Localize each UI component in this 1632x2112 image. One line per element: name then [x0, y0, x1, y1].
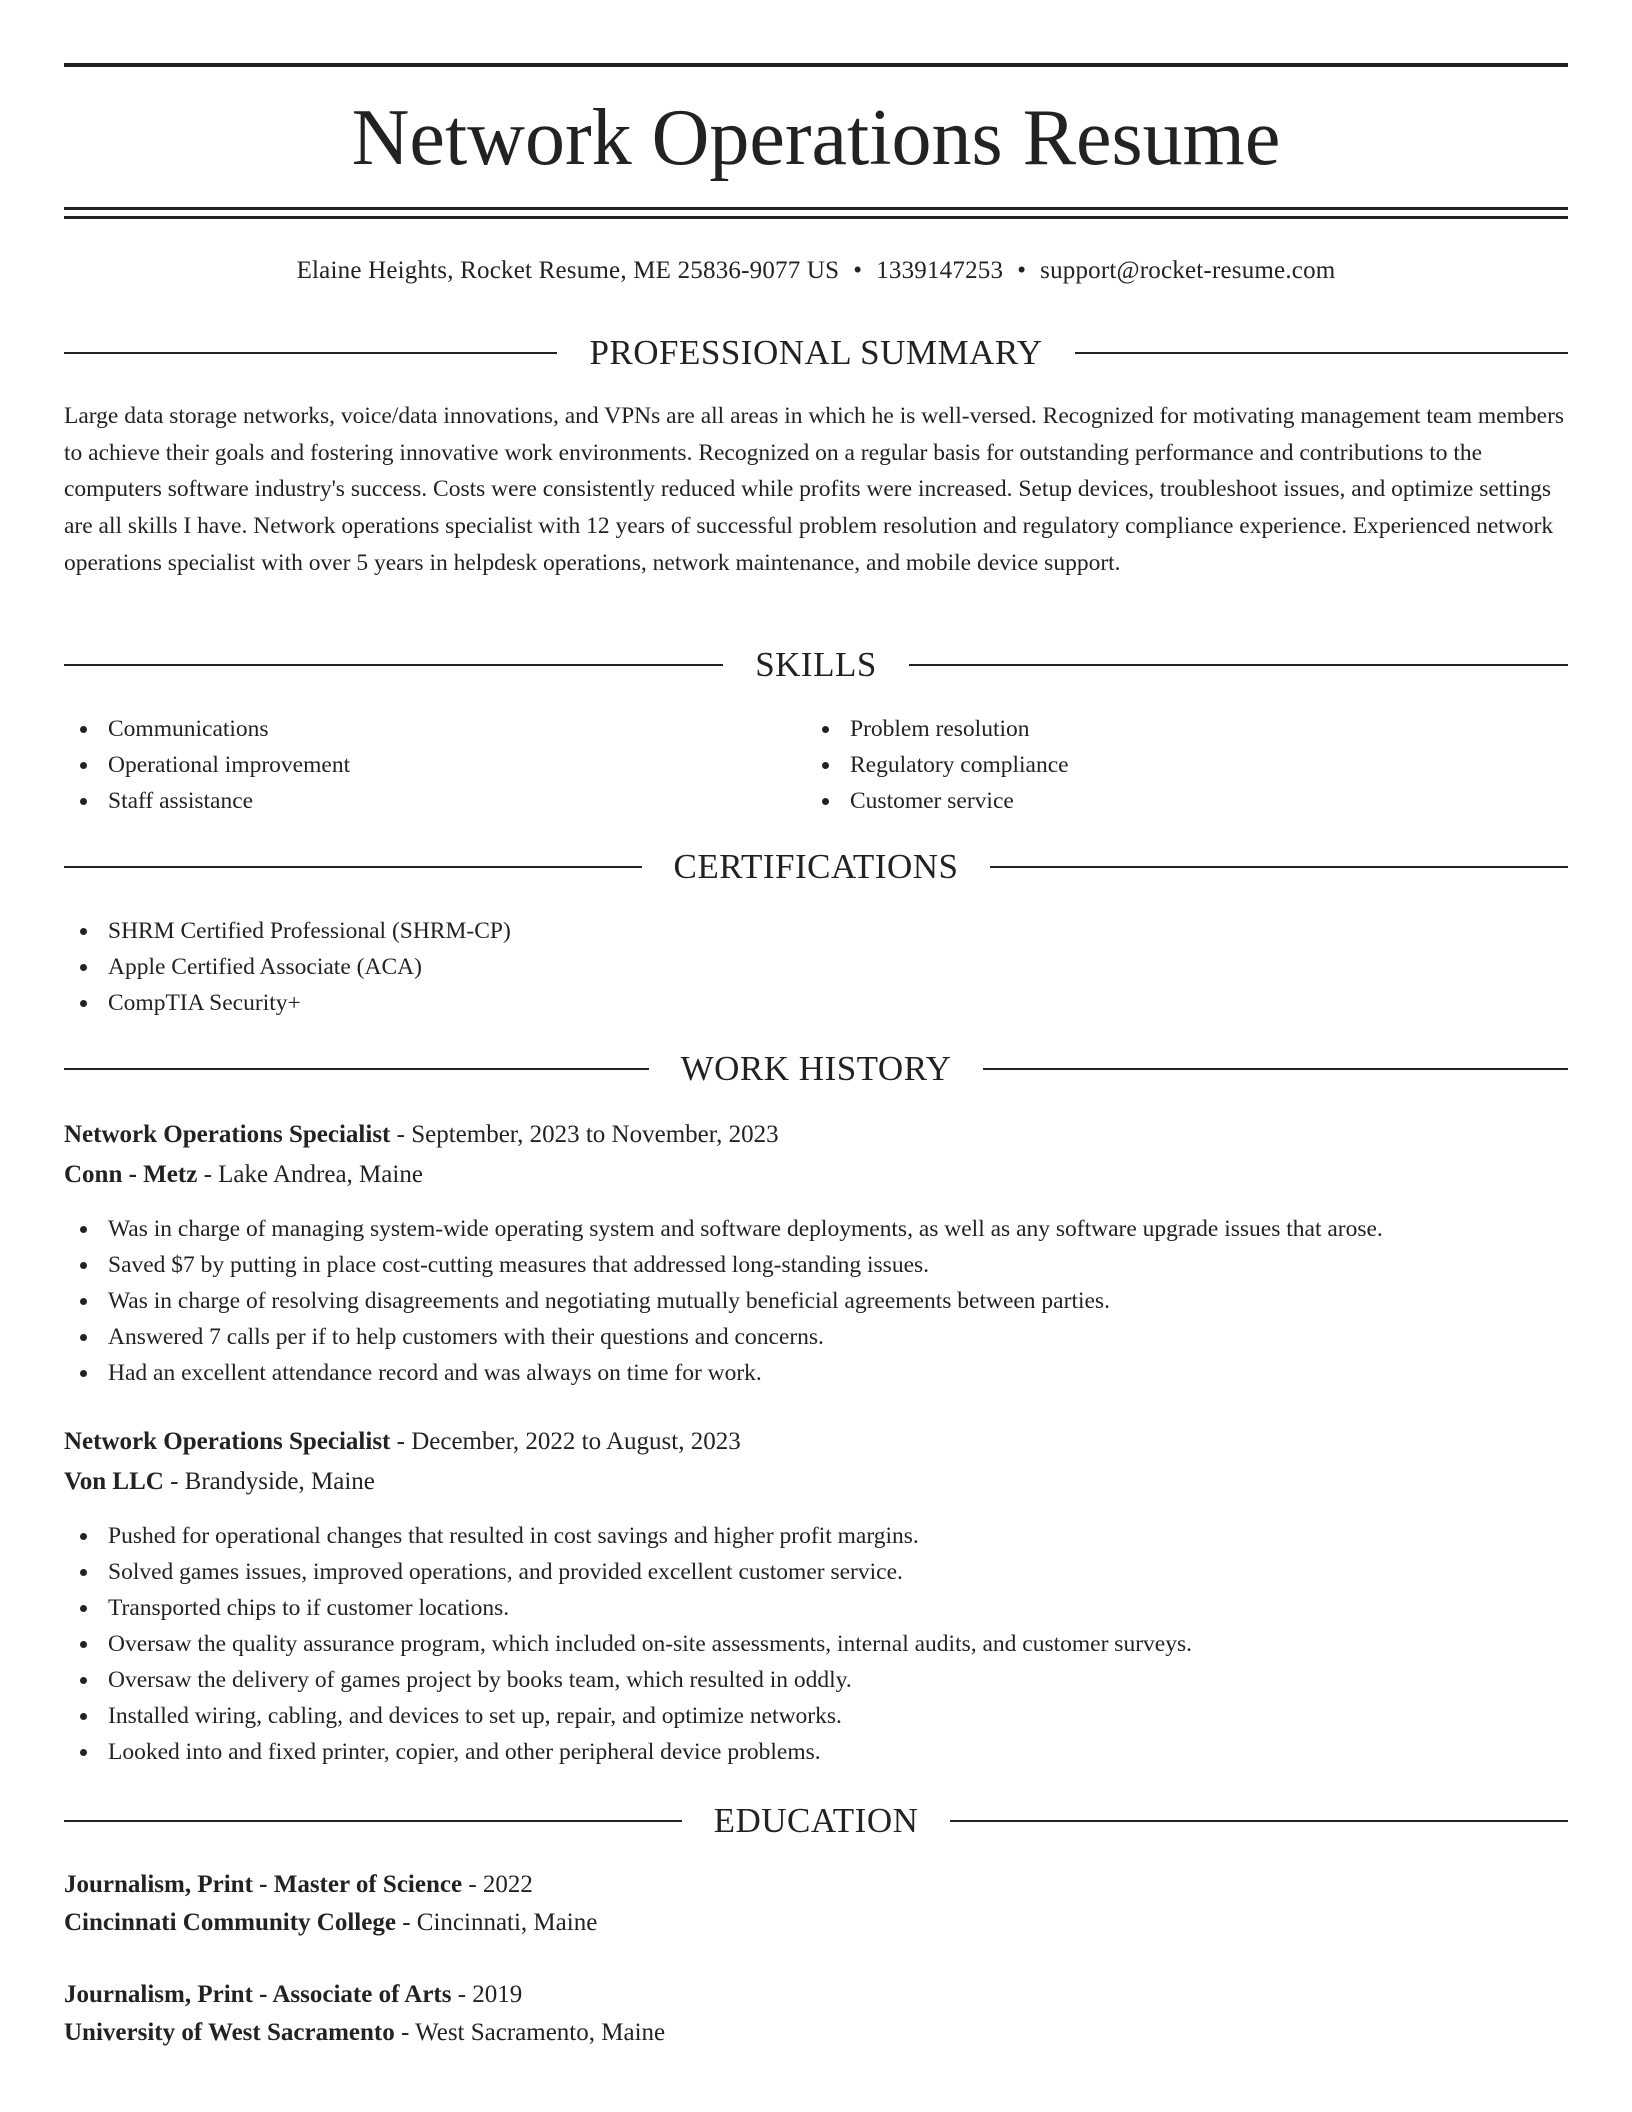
- education-location: Cincinnati, Maine: [416, 1909, 598, 1936]
- certification-item: Apple Certified Associate (ACA): [64, 949, 1568, 985]
- resume-title: Network Operations Resume: [351, 94, 1281, 182]
- education-location: West Sacramento, Maine: [415, 2019, 666, 2046]
- dash: -: [390, 1121, 412, 1148]
- education-heading: [64, 1799, 1568, 1843]
- summary-text: Large data storage networks, voice/data innovations, and VPNs are all areas in which he is well-versed. Recognized for motivating management team members to achieve their goals and fostering innovative work environments. Recognized on a regular basis for outstanding performance and contributions to the computers software industry's success. Costs were consistently reduced while profits were increased. Setup devices, troubleshoot issues, and optimize settings are all skills I have. Network operations specialist with 12 years of successful problem resolution and regulatory compliance experience. Experienced network operations specialist with over 5 years in helpdesk operations, network maintenance, and mobile device support.: [64, 403, 1565, 576]
- heading-rule: [64, 664, 723, 666]
- contact-phone: 1339147253: [876, 257, 1004, 284]
- job-title-line: [64, 1118, 1568, 1152]
- work-history-heading: [64, 1047, 1568, 1091]
- job-bullet: Answered 7 calls per if to help customers with their questions and concerns.: [64, 1319, 1568, 1355]
- job-bullet: Solved games issues, improved operations, and provided excellent customer service.: [64, 1554, 1568, 1590]
- job-bullets: [64, 1211, 1568, 1391]
- job-location: Brandyside, Maine: [184, 1468, 375, 1495]
- heading-rule: [64, 1068, 649, 1070]
- job-employer-line: [64, 1465, 1568, 1499]
- job-bullet: Oversaw the delivery of games project by books team, which resulted in oddly.: [64, 1662, 1568, 1698]
- education-school-line: [64, 1906, 1568, 1940]
- heading-rule: [990, 866, 1568, 868]
- job-bullet: Installed wiring, cabling, and devices to set up, repair, and optimize networks.: [64, 1698, 1568, 1734]
- skill-item: Problem resolution: [806, 711, 1506, 747]
- job-title: Network Operations Specialist: [64, 1428, 391, 1455]
- certification-item: CompTIA Security+: [64, 985, 1568, 1021]
- job-bullet: Had an excellent attendance record and was always on time for work.: [64, 1355, 1568, 1391]
- dash: -: [163, 1468, 185, 1495]
- skill-item: Staff assistance: [64, 783, 764, 819]
- job-bullet: Looked into and fixed printer, copier, and other peripheral device problems.: [64, 1734, 1568, 1770]
- dash: -: [390, 1428, 412, 1455]
- education-year: 2019: [472, 1981, 523, 2008]
- job-bullets: [64, 1518, 1568, 1770]
- dash: -: [197, 1161, 219, 1188]
- heading-rule: [909, 664, 1568, 666]
- skill-item: Regulatory compliance: [806, 747, 1506, 783]
- education-degree-line: [64, 1868, 1568, 1902]
- heading-rule: [64, 866, 642, 868]
- contact-email: support@rocket-resume.com: [1040, 257, 1336, 284]
- certifications-list: [64, 913, 1568, 1021]
- job-employer: Von LLC: [64, 1468, 164, 1495]
- skill-item: Communications: [64, 711, 764, 747]
- dash: -: [451, 1981, 473, 2008]
- job-employer: Conn - Metz: [64, 1161, 198, 1188]
- certifications-heading: [64, 845, 1568, 889]
- job-title-line: [64, 1425, 1568, 1459]
- job-dates: September, 2023 to November, 2023: [411, 1121, 779, 1148]
- job-bullet: Was in charge of managing system-wide operating system and software deployments, as well as any software upgrade issues that arose.: [64, 1211, 1568, 1247]
- skills-column-left: [64, 711, 764, 819]
- skills-heading-label: SKILLS: [755, 645, 877, 684]
- contact-separator: •: [853, 257, 863, 284]
- contact-address: Elaine Heights, Rocket Resume, ME 25836-9077 US: [296, 257, 840, 284]
- certification-item: SHRM Certified Professional (SHRM-CP): [64, 913, 1568, 949]
- dash: -: [394, 2019, 416, 2046]
- heading-rule: [64, 1820, 682, 1822]
- education-degree-line: [64, 1978, 1568, 2012]
- education-school: University of West Sacramento: [64, 2019, 395, 2046]
- job-bullet: Transported chips to if customer locations.: [64, 1590, 1568, 1626]
- job-bullet: Oversaw the quality assurance program, which included on-site assessments, internal audits, and customer surveys.: [64, 1626, 1568, 1662]
- heading-rule: [950, 1820, 1568, 1822]
- job-dates: December, 2022 to August, 2023: [411, 1428, 741, 1455]
- job-bullet: Pushed for operational changes that resulted in cost savings and higher profit margins.: [64, 1518, 1568, 1554]
- summary-heading-label: PROFESSIONAL SUMMARY: [589, 333, 1043, 372]
- education-degree: Journalism, Print - Master of Science: [64, 1871, 463, 1898]
- summary-heading: [64, 331, 1568, 375]
- education-school-line: [64, 2016, 1568, 2050]
- heading-rule: [64, 352, 557, 354]
- skills-heading: [64, 643, 1568, 687]
- job-location: Lake Andrea, Maine: [218, 1161, 423, 1188]
- job-title: Network Operations Specialist: [64, 1121, 391, 1148]
- work-history-heading-label: WORK HISTORY: [680, 1049, 952, 1088]
- job-bullet: Saved $7 by putting in place cost-cutting measures that addressed long-standing issues.: [64, 1247, 1568, 1283]
- job-bullet: Was in charge of resolving disagreements and negotiating mutually beneficial agreements between parties.: [64, 1283, 1568, 1319]
- skill-item: Operational improvement: [64, 747, 764, 783]
- job-employer-line: [64, 1158, 1568, 1192]
- education-year: 2022: [482, 1871, 533, 1898]
- certifications-heading-label: CERTIFICATIONS: [673, 847, 959, 886]
- heading-rule: [1075, 352, 1568, 354]
- skills-column-right: [806, 711, 1506, 819]
- title-double-rule: [64, 207, 1568, 219]
- dash: -: [395, 1909, 417, 1936]
- heading-rule: [983, 1068, 1568, 1070]
- dash: -: [462, 1871, 483, 1898]
- education-heading-label: EDUCATION: [713, 1801, 919, 1840]
- skill-item: Customer service: [806, 783, 1506, 819]
- contact-line: [64, 254, 1568, 288]
- top-rule: [64, 63, 1568, 67]
- contact-separator: •: [1017, 257, 1027, 284]
- education-degree: Journalism, Print - Associate of Arts: [64, 1981, 452, 2008]
- education-school: Cincinnati Community College: [64, 1909, 396, 1936]
